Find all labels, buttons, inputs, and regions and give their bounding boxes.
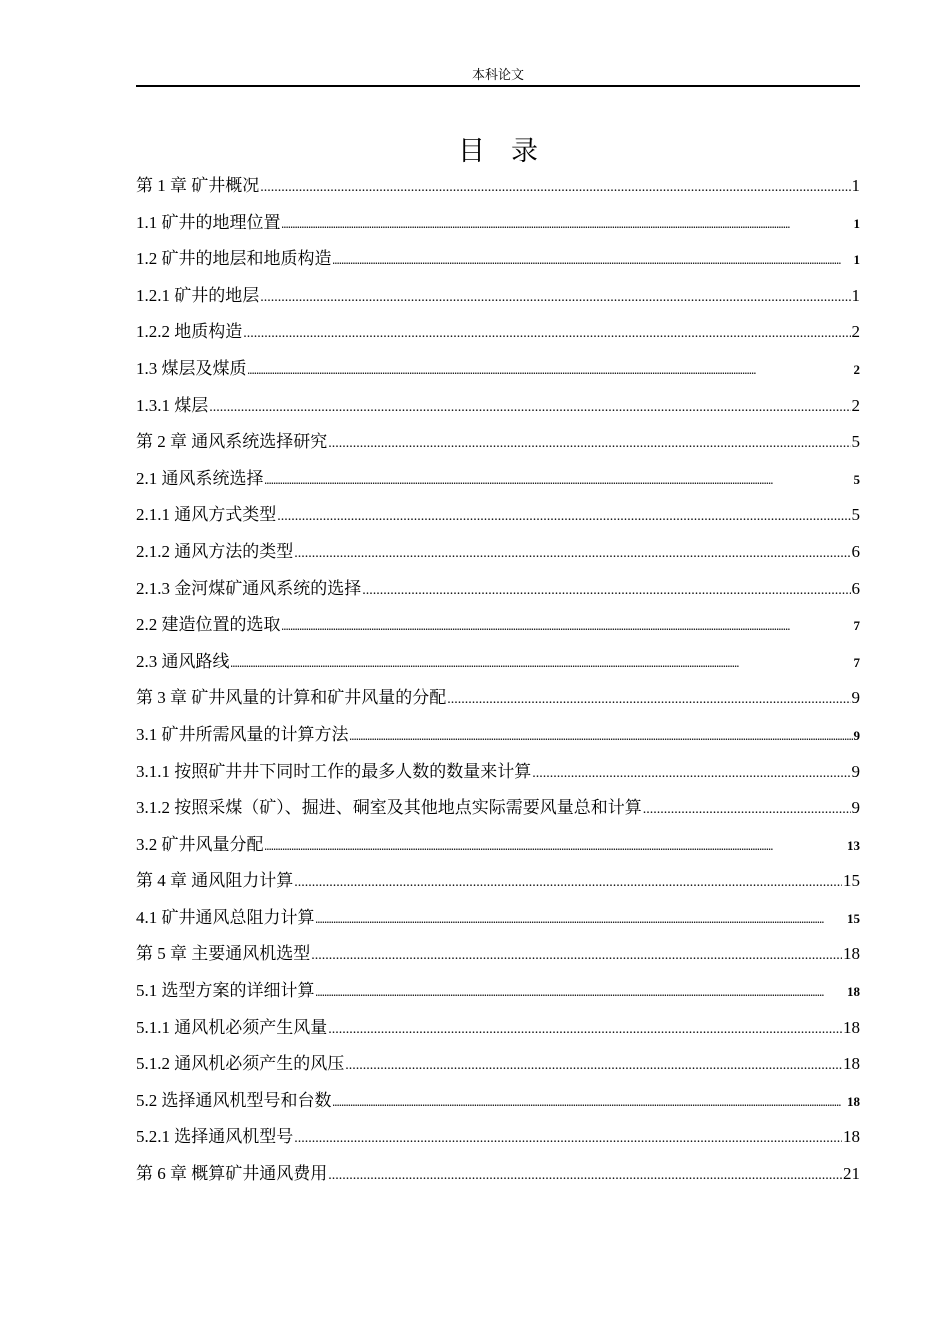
toc-entry[interactable] [136,1046,860,1083]
toc-entry-label: 第 5 章 主要通风机选型 [136,944,311,964]
toc-entry-page-number: 15 [843,871,860,891]
toc-entry-page-number: 7 [853,618,860,634]
toc-entry-label: 1.3 煤层及煤质 [136,358,247,378]
toc-dot-leader [345,1048,842,1085]
toc-dot-leader [362,573,850,610]
toc-entry-page-number: 5 [853,471,860,487]
toc-entry-page-number: 1 [853,252,860,268]
toc-dot-leader [316,902,847,939]
toc-entry-label: 1.2.2 地质构造 [136,322,243,342]
toc-entry[interactable] [136,388,860,425]
toc-entry-label: 1.2.1 矿井的地层 [136,285,260,305]
toc-entry-page-number: 2 [853,361,860,377]
toc-entry-label: 5.1.2 通风机必须产生的风压 [136,1054,345,1074]
toc-dot-leader [248,353,853,390]
toc-entry-page-number: 18 [843,1054,860,1074]
toc-entry-label: 5.1 选型方案的详细计算 [136,981,315,1001]
toc-dot-leader [209,390,850,427]
toc-title: 目录 [458,136,564,167]
toc-entry[interactable] [136,1083,860,1120]
toc-entry-label: 2.1.1 通风方式类型 [136,505,277,525]
toc-dot-leader [282,609,853,646]
toc-entry[interactable] [136,497,860,534]
toc-entry-page-number: 2 [851,395,860,415]
toc-entry-page-number: 9 [851,688,860,708]
toc-dot-leader [328,1012,842,1049]
toc-entry[interactable] [136,900,860,937]
toc-entry[interactable] [136,351,860,388]
toc-entry-label: 1.1 矿井的地理位置 [136,212,281,232]
toc-entry-label: 2.1.3 金河煤矿通风系统的选择 [136,578,362,598]
toc-entry[interactable] [136,607,860,644]
toc-dot-leader [260,170,850,207]
toc-entry-page-number: 18 [847,984,860,1000]
toc-entry-page-number: 21 [843,1164,860,1184]
toc-entry[interactable] [136,863,860,900]
toc-dot-leader [294,865,842,902]
toc-entry-label: 第 4 章 通风阻力计算 [136,871,294,891]
toc-entry-label: 1.3.1 煤层 [136,395,209,415]
toc-entry[interactable] [136,1010,860,1047]
toc-entry-label: 3.2 矿井风量分配 [136,834,264,854]
toc-dot-leader [282,207,853,244]
toc-dot-leader [316,975,847,1012]
toc-dot-leader [265,463,853,500]
toc-dot-leader [328,426,850,463]
table-of-contents [136,168,860,1193]
toc-entry[interactable] [136,461,860,498]
toc-dot-leader [243,316,850,353]
toc-entry[interactable] [136,205,860,242]
toc-dot-leader [265,829,847,866]
toc-dot-leader [532,756,850,793]
toc-entry-page-number: 1 [851,285,860,305]
toc-entry-label: 2.1 通风系统选择 [136,468,264,488]
toc-dot-leader [643,792,851,829]
toc-dot-leader [260,280,850,317]
toc-entry-label: 2.2 建造位置的选取 [136,615,281,635]
toc-entry-page-number: 18 [843,944,860,964]
toc-entry-label: 2.1.2 通风方法的类型 [136,541,294,561]
toc-entry[interactable] [136,1119,860,1156]
toc-entry[interactable] [136,717,860,754]
toc-entry[interactable] [136,644,860,681]
toc-entry[interactable] [136,241,860,278]
toc-entry-page-number: 18 [843,1017,860,1037]
toc-dot-leader [294,1121,842,1158]
toc-entry-page-number: 6 [851,541,860,561]
toc-entry-label: 5.1.1 通风机必须产生风量 [136,1017,328,1037]
toc-entry[interactable] [136,424,860,461]
toc-dot-leader [311,938,842,975]
toc-dot-leader [294,536,850,573]
toc-entry-label: 5.2.1 选择通风机型号 [136,1127,294,1147]
toc-entry[interactable] [136,278,860,315]
toc-entry-label: 3.1.1 按照矿井井下同时工作的最多人数的数量来计算 [136,761,532,781]
toc-entry-label: 2.3 通风路线 [136,651,230,671]
toc-entry-label: 第 2 章 通风系统选择研究 [136,432,328,452]
toc-entry-label: 第 3 章 矿井风量的计算和矿井风量的分配 [136,688,447,708]
toc-entry[interactable] [136,790,860,827]
toc-entry-page-number: 1 [851,176,860,195]
toc-entry[interactable] [136,168,860,205]
toc-dot-leader [350,719,853,756]
toc-entry-page-number: 18 [843,1127,860,1147]
toc-entry-label: 1.2 矿井的地层和地质构造 [136,249,332,269]
toc-dot-leader [231,646,853,683]
toc-entry-page-number: 7 [853,654,860,670]
toc-dot-leader [333,243,853,280]
toc-entry-page-number: 5 [851,432,860,452]
toc-entry-label: 第 1 章 矿井概况 [136,176,260,195]
toc-entry[interactable] [136,754,860,791]
toc-entry[interactable] [136,314,860,351]
toc-entry-page-number: 9 [851,761,860,781]
toc-entry-label: 3.1.2 按照采煤（矿）、掘进、硐室及其他地点实际需要风量总和计算 [136,798,642,818]
toc-dot-leader [333,1085,847,1122]
toc-dot-leader [277,499,850,536]
toc-entry[interactable] [136,680,860,717]
toc-entry[interactable] [136,571,860,608]
toc-entry-page-number: 13 [847,837,860,853]
toc-entry-label: 3.1 矿井所需风量的计算方法 [136,724,349,744]
toc-entry-page-number: 18 [847,1093,860,1109]
toc-entry-page-number: 1 [853,215,860,231]
toc-entry-page-number: 2 [851,322,860,342]
toc-entry[interactable] [136,534,860,571]
toc-entry-label: 5.2 选择通风机型号和台数 [136,1090,332,1110]
toc-entry-page-number: 9 [853,727,860,743]
toc-dot-leader [328,1158,842,1195]
toc-entry[interactable] [136,973,860,1010]
toc-entry-page-number: 6 [851,578,860,598]
toc-entry[interactable] [136,827,860,864]
toc-entry-page-number: 15 [847,910,860,926]
page-header: 本科论文 [471,67,524,82]
toc-entry[interactable] [136,936,860,973]
toc-entry-label: 第 6 章 概算矿井通风费用 [136,1164,328,1184]
toc-entry-page-number: 9 [851,798,860,818]
header-rule [136,85,860,87]
toc-entry-page-number: 5 [851,505,860,525]
toc-dot-leader [447,682,850,719]
toc-entry[interactable] [136,1156,860,1193]
toc-entry-label: 4.1 矿井通风总阻力计算 [136,907,315,927]
